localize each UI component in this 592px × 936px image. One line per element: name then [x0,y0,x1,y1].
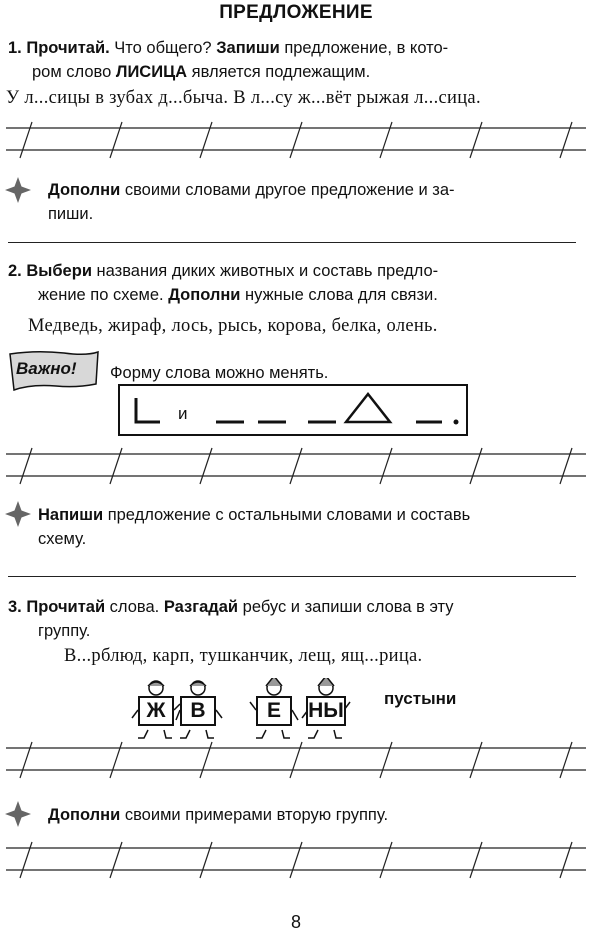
writing-lines[interactable] [0,120,592,160]
task2-extra-text: предложение с остальными словами и составь [103,506,471,524]
task1-extra-verb: Дополни [48,181,121,199]
task1-instruction-line2 [32,60,582,84]
task3-text-2: ребус и запиши слова в эту [238,598,454,616]
task1-number: 1. [8,39,22,57]
page-number: 8 [290,912,301,932]
task1-extra-line1 [48,178,578,202]
star-icon [4,500,32,528]
rebus [128,678,368,740]
task3-text: слова. [105,598,164,616]
task1-keyword: ЛИСИЦА [115,63,188,81]
answer-line[interactable] [8,242,576,243]
writing-lines[interactable] [0,446,592,486]
task2-number: 2. [8,262,22,280]
schema-diagram [120,386,466,434]
task3-number: 3. [8,598,22,616]
task3-instruction-line1 [8,595,580,619]
task3-word-list: В...рблюд, карп, тушканчик, лещ, ящ...рица. [64,646,423,666]
rebus-letter: Ж [138,696,174,726]
writing-lines[interactable] [0,840,592,880]
task2-text: названия диких животных и составь предло- [91,262,439,280]
task3-extra-text: своими примерами вторую группу. [120,806,389,824]
task2-instruction-line1 [8,259,580,283]
task2-verb-add: Дополни [168,286,241,304]
task1-text-3: ром слово [32,63,116,81]
task1-text-4: является подлежащим. [187,63,371,81]
task3-instruction-line2: группу. [38,622,91,640]
writing-lines[interactable] [0,740,592,780]
task1-sentence: У л...сицы в зубах д...быча. В л...су ж...вёт рыжая л...сица. [6,88,481,108]
schema-conjunction: и [178,404,188,423]
rebus-letter: НЫ [306,696,346,726]
task2-text-3: нужные слова для связи. [240,286,438,304]
answer-line[interactable] [8,576,576,577]
task2-extra-line1 [38,503,582,527]
task1-verb-read: Прочитай. [26,39,110,57]
task1-instruction-line1 [8,36,578,60]
rebus-letter: В [180,696,216,726]
task2-word-list: Медведь, жираф, лось, рысь, корова, белка, олень. [28,316,438,336]
important-banner [6,350,100,392]
task2-verb-choose: Выбери [26,262,92,280]
task2-extra-verb: Напиши [38,506,104,524]
page-title: ПРЕДЛОЖЕНИЕ [219,2,373,23]
task3-extra-verb: Дополни [48,806,121,824]
rebus-word: пустыни [384,689,457,708]
task1-text: Что общего? [109,39,217,57]
task1-verb-write: Запиши [216,39,280,57]
task3-verb-read: Прочитай [26,598,106,616]
task3-verb-solve: Разгадай [163,598,239,616]
rebus-letter: Е [256,696,292,726]
task3-extra-line1 [48,803,578,827]
task2-instruction-line2 [38,283,584,307]
task1-text-2: предложение, в кото- [279,39,449,57]
important-label: Важно! [16,359,77,378]
star-icon [4,800,32,828]
sentence-schema [118,384,468,436]
task2-text-2: жение по схеме. [38,286,169,304]
important-text: Форму слова можно менять. [110,364,329,382]
task1-extra-line2: пиши. [48,205,94,223]
task2-extra-line2: схему. [38,530,87,548]
task1-extra-text: своими словами другое предложение и за- [120,181,455,199]
star-icon [4,176,32,204]
